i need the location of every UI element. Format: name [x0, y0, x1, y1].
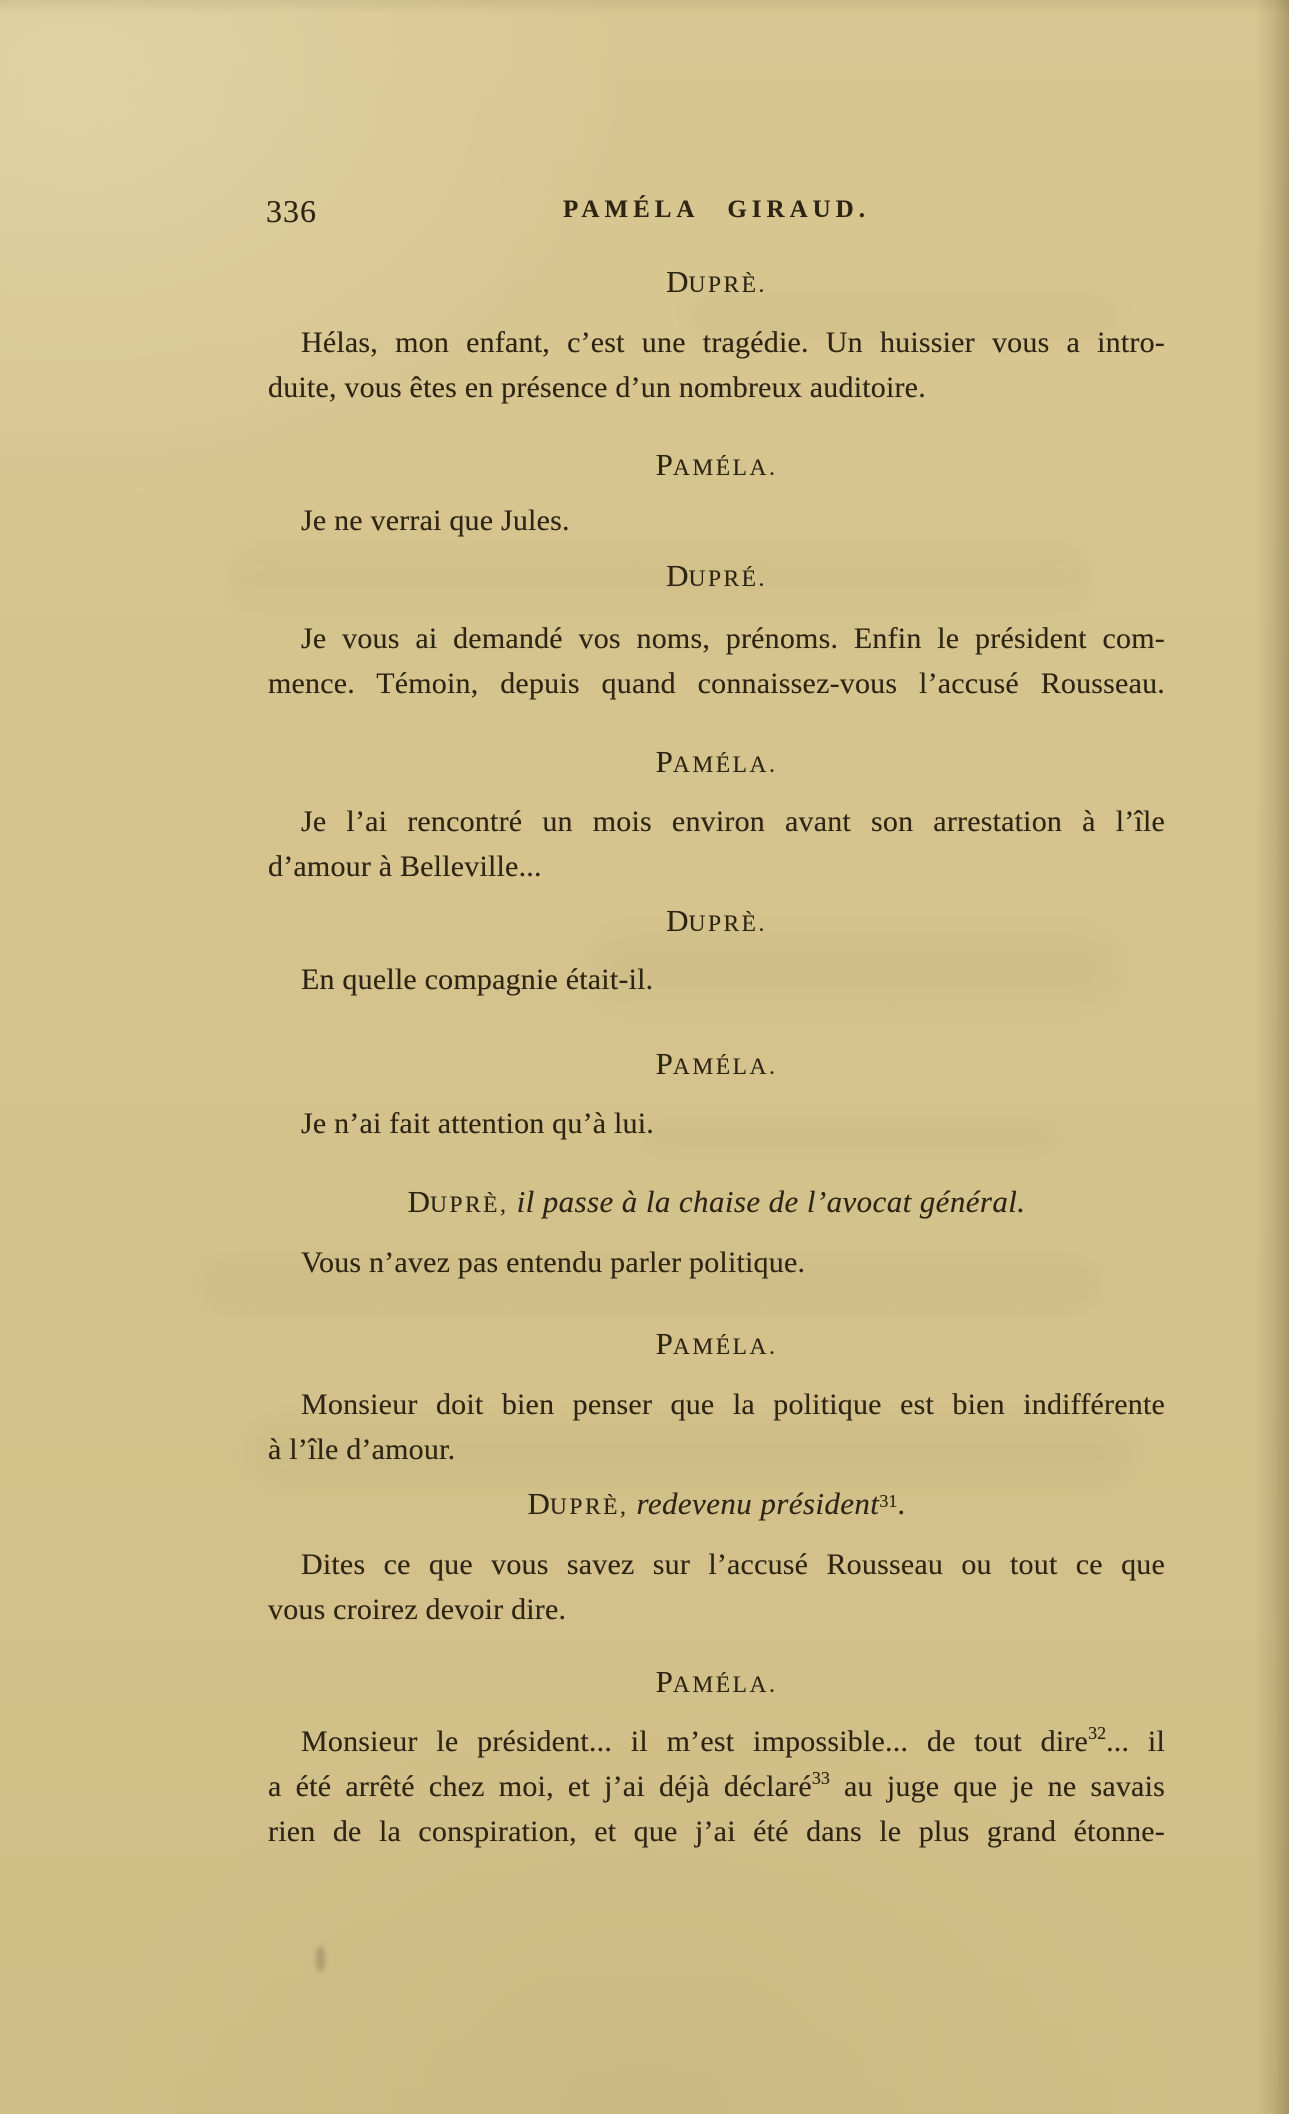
page-gutter-shadow [1255, 0, 1289, 2114]
text-line: En quelle compagnie était-il. [301, 963, 654, 996]
text-line: d’amour à Belleville... [268, 850, 542, 883]
stage-direction-heading [268, 1184, 1165, 1220]
page-top-shadow [0, 0, 1289, 14]
text-line: Hélas, mon enfant, c’est une tragédie. Un huissier vous a intro- [301, 326, 1165, 359]
dialogue-paragraph [268, 616, 1165, 706]
page-number: 336 [266, 193, 317, 229]
stage-direction-text: redevenu président [628, 1486, 880, 1521]
stage-direction-heading [268, 1486, 1165, 1522]
stage-direction-text: il passe à la chaise de l’avocat général. [508, 1184, 1026, 1219]
stage-direction-period: . [897, 1486, 906, 1521]
dialogue-paragraph [268, 799, 1165, 889]
text-line: Je vous ai demandé vos noms, prénoms. Enfin le président com- [301, 622, 1165, 655]
text-line: vous croirez devoir dire. [268, 1593, 567, 1626]
dialogue-paragraph [268, 957, 1165, 1002]
speaker-heading [268, 744, 1165, 780]
dialogue-paragraph [268, 498, 1165, 543]
speaker-smallcaps: UPRÈ. [688, 272, 767, 298]
speaker-smallcaps: UPRÈ. [688, 911, 767, 937]
text-line: a été arrêté chez moi, et j’ai déjà déclaré$^{33}$ au juge que je ne savais [268, 1768, 1165, 1803]
text-line: rien de la conspiration, et que j’ai été dans le plus grand étonne- [268, 1815, 1165, 1848]
speaker-smallcaps: AMÉLA. [672, 752, 778, 778]
running-header [268, 193, 1165, 233]
dialogue-paragraph [268, 1101, 1165, 1146]
text-line: mence. Témoin, depuis quand connaissez-vous l’accusé Rousseau. [268, 667, 1165, 700]
dialogue-paragraph [268, 1719, 1165, 1854]
text-line: à l’île d’amour. [268, 1433, 456, 1466]
dialogue-paragraph [268, 320, 1165, 410]
text-line: Monsieur doit bien penser que la politique est bien indifférente [301, 1388, 1165, 1421]
speaker-initial: P [655, 447, 673, 482]
speaker-initial: D [666, 558, 689, 593]
speaker-heading [268, 264, 1165, 300]
speaker-heading [268, 1046, 1165, 1082]
text-line: Monsieur le président... il m’est impossible... de tout dire$^{32}$... il [301, 1723, 1165, 1758]
speaker-smallcaps: UPRÈ, [549, 1494, 629, 1520]
text-line: Je n’ai fait attention qu’à lui. [301, 1107, 654, 1140]
footnote-reference: 33 [811, 1768, 830, 1788]
text-line: Je l’ai rencontré un mois environ avant son arrestation à l’île [301, 805, 1165, 838]
speaker-heading [268, 903, 1165, 939]
speaker-initial: D [527, 1486, 550, 1521]
header-title: PAMÉLA GIRAUD. [563, 196, 870, 223]
speaker-initial: P [655, 744, 673, 779]
speaker-smallcaps: AMÉLA. [672, 455, 778, 481]
footnote-reference: 32 [1088, 1723, 1107, 1743]
dialogue-paragraph [268, 1542, 1165, 1632]
text-line: Je ne verrai que Jules. [301, 504, 570, 537]
speaker-smallcaps: UPRÉ. [688, 566, 767, 592]
speaker-heading [268, 1326, 1165, 1362]
text-line: duite, vous êtes en présence d’un nombreux auditoire. [268, 371, 926, 404]
speaker-initial: D [666, 264, 689, 299]
speaker-smallcaps: AMÉLA. [672, 1054, 778, 1080]
speaker-initial: D [666, 903, 689, 938]
paper-smudge [316, 1946, 325, 1972]
text-line: Vous n’avez pas entendu parler politique. [301, 1246, 806, 1279]
speaker-smallcaps: AMÉLA. [672, 1334, 778, 1360]
dialogue-paragraph [268, 1240, 1165, 1285]
dialogue-paragraph [268, 1382, 1165, 1472]
speaker-smallcaps: AMÉLA. [672, 1672, 778, 1698]
footnote-reference: 31 [879, 1490, 898, 1511]
speaker-initial: P [655, 1326, 673, 1361]
speaker-initial: P [655, 1664, 673, 1699]
speaker-initial: P [655, 1046, 673, 1081]
speaker-initial: D [407, 1184, 430, 1219]
text-line: Dites ce que vous savez sur l’accusé Rousseau ou tout ce que [301, 1548, 1165, 1581]
speaker-heading [268, 447, 1165, 483]
speaker-heading [268, 558, 1165, 594]
speaker-heading [268, 1664, 1165, 1700]
speaker-smallcaps: UPRÈ, [429, 1192, 509, 1218]
